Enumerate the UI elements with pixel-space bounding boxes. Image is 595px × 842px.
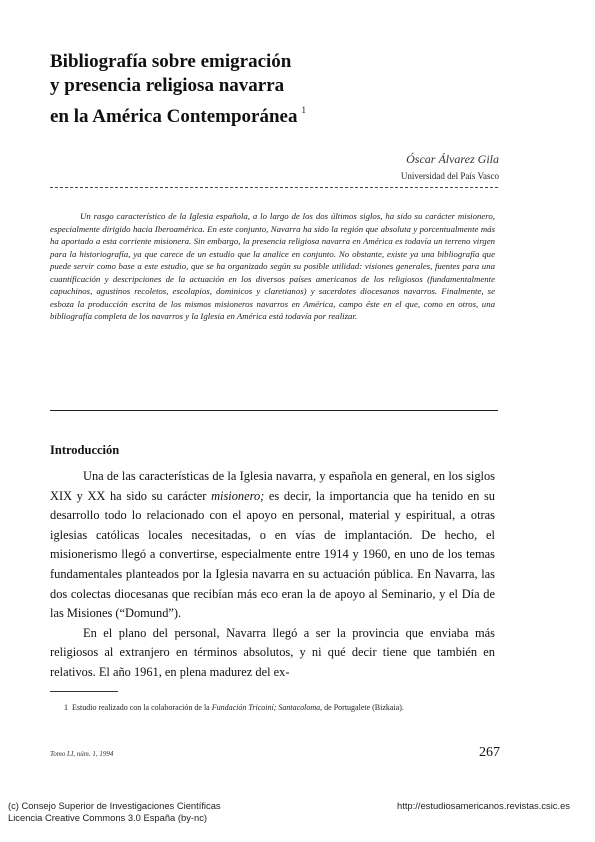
title-line-3: en la América Contemporánea — [50, 106, 298, 127]
article-title — [50, 50, 430, 129]
author-affiliation: Universidad del País Vasco — [400, 171, 499, 181]
emphasis-misionero: misionero; — [211, 488, 265, 503]
abstract: Un rasgo característico de la Iglesia española, a lo largo de los dos últimos siglos, ha sido su carácter misionero, especialmente dirigido hacia Iberoamérica. En este conjunto, Navarra ha sido la región que absoluta y porcentualmente más ha aportado a esta corriente misionera. Sin embargo, la presencia religiosa navarra en América es todavía un terreno virgen para la historiografía, ya que carece de un estudio que la analice en conjunto. No obstante, existe ya una bibliografía que puede servir como base a este estudio, que se ha organizado según su posible utilidad: visiones generales, fuentes para una cuantificación y descripciones de la actuación en los diversos países americanos de los religiosos (fundamentalmente capuchinos, agustinos recoletos, escolapios, dominicos y claretianos) y sacerdotes diocesanos navarros. Finalmente, se esboza la producción escrita de los mismos misioneros navarros en América, campo éste en el que, como en otros, una bibliografía completa de los navarros y la Iglesia en América está todavía por realizar. — [50, 211, 495, 321]
abstract-divider — [50, 410, 498, 411]
body-text — [50, 467, 495, 683]
title-line-1: Bibliografía sobre emigración — [50, 51, 292, 72]
license-line[interactable]: Licencia Creative Commons 3.0 España (by-nc) — [8, 812, 208, 823]
journal-reference: Tomo LI, núm. 1, 1994 — [50, 750, 114, 758]
footnote: 1 Estudio realizado con la colaboración de la Fundación Tricoiní; Santacoloma, de Portugalete (Bizkaia). — [64, 703, 404, 712]
license-credit — [8, 800, 221, 824]
header-divider — [50, 187, 498, 188]
title-footnote-mark[interactable]: 1 — [301, 105, 306, 115]
paragraph-1: Una de las características de la Iglesia navarra, y española en general, en los siglos XIX y XX ha sido su carácter misionero; es decir, la importancia que ha tenido en su desarrollo todo lo relacionado con el apoyo en personal, material y espiritual, a otras iglesias católicas locales necesitadas, o en vías de implantación. De hecho, el misionerismo llegó a convertirse, especialmente entre 1914 y 1960, en uno de los temas fundamentales planteados por la Iglesia navarra en su actuación pública. En Navarra, las dos colectas diocesanas que recibían más eco eran la de apoyo al Seminario, y el Día de las Misiones (“Domund”). — [50, 469, 496, 621]
author-name: Óscar Álvarez Gila — [406, 152, 499, 166]
footnote-number: 1 — [64, 703, 68, 712]
page-number: 267 — [479, 745, 500, 760]
title-line-2: y presencia religiosa navarra — [50, 75, 285, 96]
section-heading: Introducción — [50, 443, 120, 457]
source-url[interactable]: http://estudiosamericanos.revistas.csic.es — [397, 800, 570, 811]
paragraph-2: En el plano del personal, Navarra llegó a ser la provincia que enviaba más religiosos al extranjero en términos absolutos, y ni qué decir tiene que también en relativos. El año 1961, en plena madurez del ex- — [50, 625, 495, 679]
copyright-line: (c) Consejo Superior de Investigaciones Científicas — [8, 800, 221, 811]
footnote-divider — [50, 691, 118, 692]
